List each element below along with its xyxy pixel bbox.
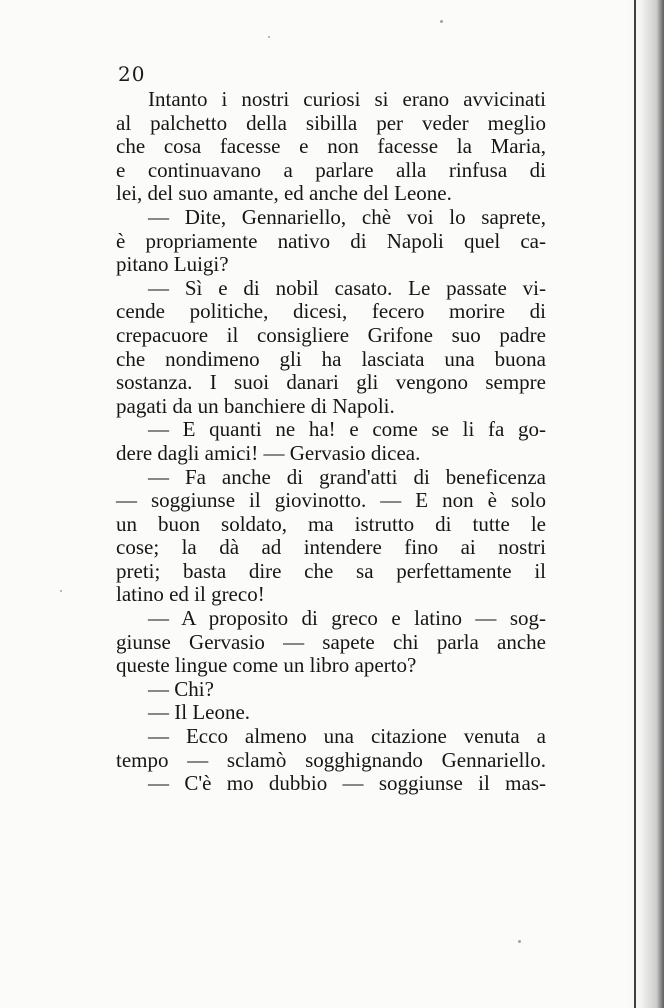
text-line: latino ed il greco!	[116, 582, 265, 607]
text-line: pitano Luigi?	[116, 252, 229, 277]
text-line: cose; la dà ad intendere fino ai nostri	[116, 535, 546, 560]
text-line: crepacuore il consigliere Grifone suo padre	[116, 322, 546, 347]
page-number: 20	[118, 62, 146, 86]
text-line: preti; basta dire che sa perfettamente il	[116, 558, 546, 583]
text-line: — soggiunse il giovinotto. — E non è solo	[116, 488, 546, 513]
text-line: pagati da un banchiere di Napoli.	[116, 393, 395, 418]
paper-speck	[440, 20, 443, 23]
text-line: che nondimeno gli ha lasciata una buona	[116, 346, 546, 371]
text-line: queste lingue come un libro aperto?	[116, 653, 417, 678]
text-line: — E quanti ne ha! e come se li fa go-	[148, 417, 546, 442]
text-line: — Chi?	[148, 676, 214, 701]
text-line: un buon soldato, ma istrutto di tutte le	[116, 511, 546, 536]
text-line: — Fa anche di grand'atti di beneficenza	[148, 464, 546, 489]
body-text	[116, 88, 546, 796]
text-line: cende politiche, dicesi, fecero morire di	[116, 299, 546, 324]
text-line: — C'è mo dubbio — soggiunse il mas-	[148, 771, 546, 796]
text-line: — Ecco almeno una citazione venuta a	[148, 724, 546, 749]
text-line: — Il Leone.	[148, 700, 251, 725]
text-line: dere dagli amici! — Gervasio dicea.	[116, 440, 421, 465]
text-line: — Sì e di nobil casato. Le passate vi-	[148, 275, 546, 300]
paper-speck	[60, 590, 62, 592]
text-line: è propriamente nativo di Napoli quel ca-	[116, 228, 546, 253]
paper-speck	[268, 36, 270, 38]
page-edge-line	[634, 0, 636, 1008]
text-line: sostanza. I suoi danari gli vengono sempre	[116, 370, 546, 395]
text-line: e continuavano a parlare alla rinfusa di	[116, 157, 546, 182]
text-line: lei, del suo amante, ed anche del Leone.	[116, 181, 452, 206]
text-line: — Dite, Gennariello, chè voi lo saprete,	[148, 204, 546, 229]
text-line: al palchetto della sibilla per veder meglio	[116, 110, 546, 135]
text-line: — A proposito di greco e latino — sog-	[148, 606, 546, 631]
text-line: che cosa facesse e non facesse la Maria,	[116, 134, 546, 159]
text-line: Intanto i nostri curiosi si erano avvicinati	[148, 87, 546, 111]
page-edge-shadow	[626, 0, 664, 1008]
paper-speck	[518, 940, 521, 943]
text-line: tempo — sclamò sogghignando Gennariello.	[116, 747, 546, 772]
text-line: giunse Gervasio — sapete chi parla anche	[116, 629, 546, 654]
